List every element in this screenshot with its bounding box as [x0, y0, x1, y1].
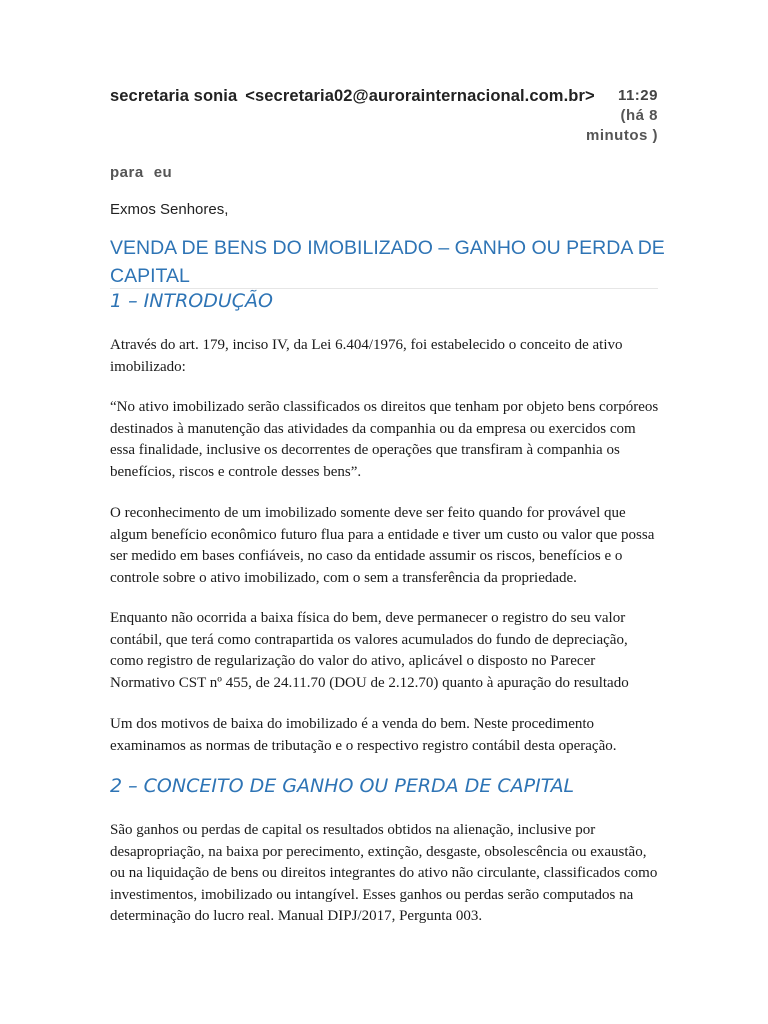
email-recipient[interactable]: [110, 164, 172, 181]
paragraph-1: Através do art. 179, inciso IV, da Lei 6.404/1976, foi estabelecido o conceito de ativo imobilizado:: [110, 337, 623, 375]
paragraph-2-quote: “No ativo imobilizado serão classificados os direitos que tenham por objeto bens corpóreos destinados à manutenção das atividades da companhia ou da empresa ou exercidos com essa finalidade, inclusive os decorrentes de operações que transfiram à companhia os benefícios, riscos e controle desses bens”.: [110, 399, 659, 480]
divider: [110, 288, 658, 289]
paragraph-3: O reconhecimento de um imobilizado somente deve ser feito quando for provável que algum benefício econômico futuro flua para a entidade e tiver um custo ou valor que possa ser medido em bases confiáveis, no caso da entidade assumir os riscos, benefícios e o controle sobre o ativo imobilizado, com o sem a transferência da propriedade.: [110, 505, 655, 586]
section-heading-conceito: 2 – CONCEITO DE GANHO OU PERDA DE CAPITAL: [110, 775, 575, 797]
time-value: 11:29: [617, 87, 658, 104]
greeting: Exmos Senhores,: [110, 201, 229, 218]
time-ago: (há 8 minutos ): [586, 107, 658, 144]
paragraph-6: São ganhos ou perdas de capital os resultados obtidos na alienação, inclusive por desapropriação, na baixa por perecimento, extinção, desgaste, obsolescência ou exaustão, ou na liquidação de bens ou direitos integrantes do ativo não circulante, classificados como investimentos, imobilizado ou intangível. Esses ganhos ou perdas serão computados na determinação do lucro real. Manual DIPJ/2017, Pergunta 003.: [110, 822, 658, 924]
sender-name: secretaria sonia: [110, 87, 238, 105]
sender-email: <secretaria02@aurorainternacional.com.br>: [245, 87, 595, 105]
email-timestamp: [560, 86, 658, 146]
recipient-label: para: [110, 164, 144, 181]
section-heading-introducao: 1 – INTRODUÇÃO: [110, 290, 274, 312]
email-sender[interactable]: [110, 87, 595, 106]
recipient-name: eu: [153, 164, 173, 181]
paragraph-4: Enquanto não ocorrida a baixa física do bem, deve permanecer o registro do seu valor contábil, que terá como contrapartida os valores acumulados do fundo de depreciação, como registro de regularização do valor do ativo, aplicável o disposto no Parecer Normativo CST nº 455, de 24.11.70 (DOU de 2.12.70) quanto à apuração do resultado: [110, 610, 629, 691]
document-title: VENDA DE BENS DO IMOBILIZADO – GANHO OU PERDA DE CAPITAL: [110, 237, 665, 287]
paragraph-5: Um dos motivos de baixa do imobilizado é a venda do bem. Neste procedimento examinamos as normas de tributação e o respectivo registro contábil desta operação.: [110, 716, 617, 754]
